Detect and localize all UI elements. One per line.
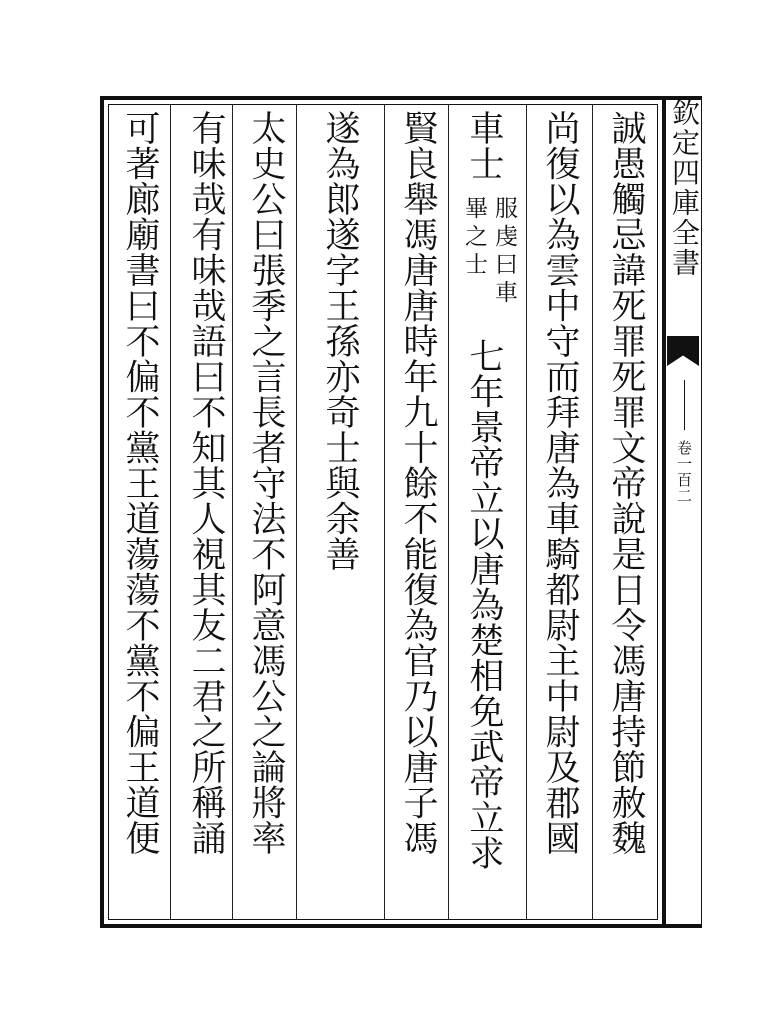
annotation-line-1: 服虔曰車 [491,196,517,308]
juan-number: 卷一百二 [675,440,693,504]
column-rule [170,104,171,920]
column-rule [526,104,527,920]
text-column-1: 誠愚觸忌諱死罪死罪文帝說是日令馮唐持節赦魏 [606,110,646,856]
book-title: 欽定四庫全書 [668,98,701,278]
text-column-3: 車士 [464,110,504,181]
text-column-4: 賢良舉馮唐唐時年九十餘不能復為官乃以唐子馮 [398,110,438,856]
column-rule [232,104,233,920]
annotation-line-2: 畢之士 [461,196,487,280]
column-rule [448,104,449,920]
text-column-8: 可著廊廟書曰不偏不黨王道蕩蕩不黨不偏王道便 [120,110,160,856]
column-rule [296,104,297,920]
text-column-3b: 七年景帝立以唐為楚相免武帝立求 [464,338,504,871]
text-column-6: 太史公曰張季之言長者守法不阿意馮公之論將率 [246,110,286,856]
text-column-5: 遂為郎遂字王孫亦奇士與余善 [320,110,360,572]
column-rule [384,104,385,920]
column-rule [592,104,593,920]
banxin-divider [684,380,685,430]
text-column-2: 尚復以為雲中守而拜唐為車騎都尉主中尉及郡國 [540,110,580,856]
text-column-7: 有味哉有味哉語曰不知其人視其友二君之所稱誦 [186,110,226,856]
